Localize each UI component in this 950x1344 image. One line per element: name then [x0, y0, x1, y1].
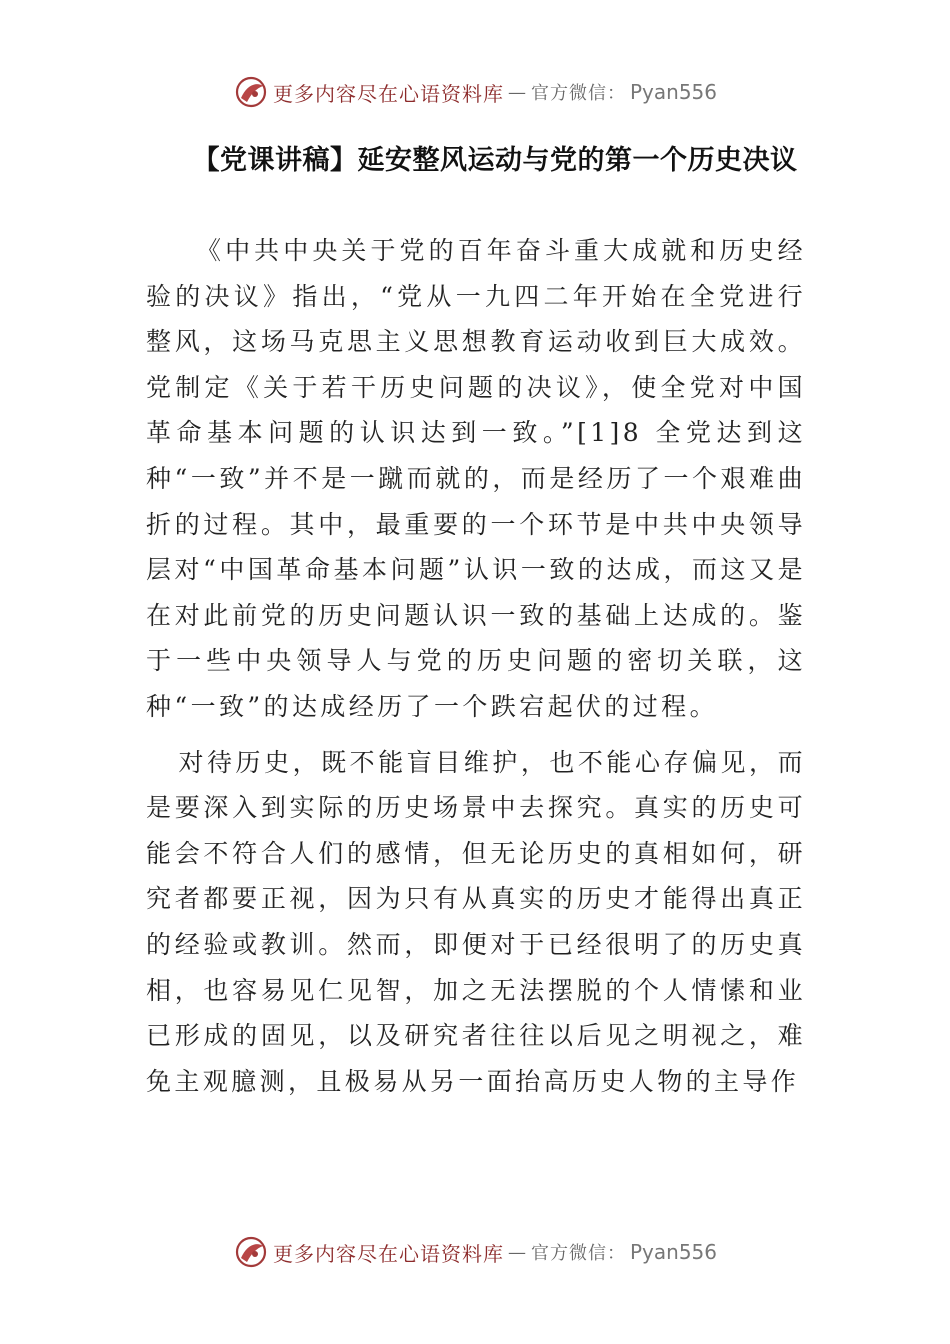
watermark-brand-text: 更多内容尽在心语资料库: [272, 81, 504, 106]
footer-watermark: [0, 1232, 950, 1272]
watermark-wechat-account: Pyan556: [629, 1240, 717, 1264]
document-body: [146, 228, 806, 1114]
header-watermark: [0, 72, 950, 112]
paragraph-1: 《中共中央关于党的百年奋斗重大成就和历史经验的决议》指出，“党从一九四二年开始在全党进行整风，这场马克思主义思想教育运动收到巨大成效。党制定《关于若干历史问题的决议》，使全党对中国革命基本问题的认识达到一致。”[1]8 全党达到这种“一致”并不是一蹴而就的，而是经历了一个艰难曲折的过程。其中，最重要的一个环节是中共中央领导层对“中国革命基本问题”认识一致的达成，而这又是在对此前党的历史问题认识一致的基础上达成的。鉴于一些中央领导人与党的历史问题的密切关联，这种“一致”的达成经历了一个跌宕起伏的过程。: [146, 236, 806, 721]
watermark-separator: —: [507, 81, 527, 103]
watermark-wechat-label: 官方微信：: [530, 83, 626, 104]
paragraph-2: 对待历史，既不能盲目维护，也不能心存偏见，而是要深入到实际的历史场景中去探究。真实的历史可能会不符合人们的感情，但无论历史的真相如何，研究者都要正视，因为只有从真实的历史才能得出真正的经验或教训。然而，即便对于已经很明了的历史真相，也容易见仁见智，加之无法摆脱的个人情愫和业已形成的固见，以及研究者往往以后见之明视之，难免主观臆测，且极易从另一面抬高历史人物的主导作: [146, 747, 806, 1096]
watermark-separator: —: [507, 1241, 527, 1263]
brand-logo-icon: [233, 74, 269, 110]
watermark-brand-text: 更多内容尽在心语资料库: [272, 1241, 504, 1266]
brand-logo-icon: [233, 1234, 269, 1270]
watermark-wechat-account: Pyan556: [629, 80, 717, 104]
watermark-wechat-label: 官方微信：: [530, 1243, 626, 1264]
document-title: 【党课讲稿】延安整风运动与党的第一个历史决议: [192, 145, 798, 176]
